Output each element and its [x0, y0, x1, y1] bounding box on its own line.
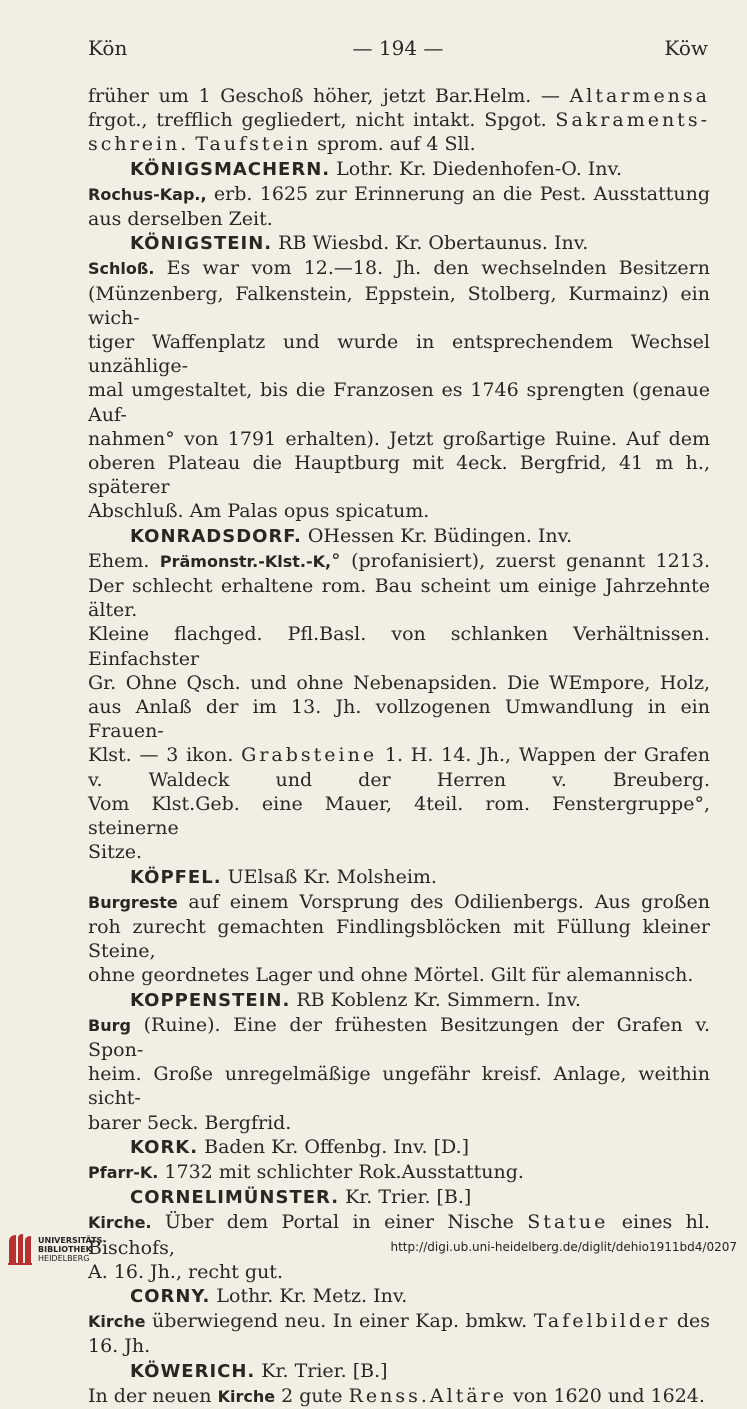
text-line	[88, 622, 710, 670]
text-segment: Ehem.	[88, 549, 160, 572]
keyword: Pfarr-K.	[88, 1162, 159, 1182]
text-segment: ohne geordnetes Lager und ohne Mörtel. Gilt für alemannisch.	[88, 964, 694, 987]
text-segment: (Ruine). Eine der frühesten Besitzungen der Grafen v. Spon-	[88, 1013, 710, 1061]
entry-heading-line	[88, 1135, 710, 1160]
text-segment: ° (profanisiert), zuerst genannt 1213.	[331, 549, 710, 572]
text-line	[88, 108, 710, 132]
text-segment: Klst. — 3 ikon.	[88, 744, 242, 767]
text-segment: Altarmensa	[569, 85, 710, 107]
text-segment: Lothr. Kr. Metz. Inv.	[210, 1284, 408, 1307]
text-line	[88, 1309, 710, 1334]
text-line	[88, 792, 710, 840]
logo-line-2: BIBLIOTHEK	[38, 1244, 92, 1254]
text-line	[88, 378, 710, 426]
text-segment: Baden Kr. Offenbg. Inv. [D.]	[198, 1135, 470, 1158]
keyword: Prämonstr.-Klst.-K,	[159, 551, 332, 571]
keyword: Burg	[88, 1015, 131, 1035]
logo-line-3: HEIDELBERG	[38, 1253, 90, 1263]
entry-title: KÖNIGSTEIN.	[130, 233, 273, 255]
text-segment: In der neuen	[88, 1384, 218, 1407]
entry-title: KOPPENSTEIN.	[130, 989, 291, 1011]
text-segment: Abschluß. Am Palas opus spicatum.	[88, 500, 430, 523]
text-segment: heim. Große unregelmäßige ungefähr kreisf. Anlage, weithin sicht-	[88, 1063, 710, 1110]
entry-title: KORK.	[130, 1136, 199, 1158]
text-line	[88, 890, 710, 915]
header-left: Kön	[88, 36, 128, 60]
text-segment: (Münzenberg, Falkenstein, Eppstein, Stolberg, Kurmainz) ein wich-	[88, 282, 710, 329]
source-url-link[interactable]: http://digi.ub.uni-heidelberg.de/diglit/dehio1911bd4/0207	[390, 1240, 737, 1254]
text-segment: eines hl. Bischofs,	[88, 1211, 710, 1259]
text-segment: frgot., trefflich gegliedert, nicht intakt. Spgot.	[88, 109, 556, 132]
text-line	[88, 330, 710, 378]
entry-heading-line	[88, 1284, 710, 1309]
library-logo-text	[38, 1236, 106, 1263]
text-line	[88, 963, 710, 987]
keyword: Rochus-Kap.,	[88, 184, 207, 204]
text-segment: überwiegend neu. In einer Kap. bmkw.	[145, 1310, 534, 1333]
text-line	[88, 1013, 710, 1062]
text-segment: roh zurecht gemachten Findlingsblöcken mit Füllung kleiner Steine,	[88, 915, 710, 963]
text-line	[88, 182, 710, 207]
library-logo-icon	[6, 1232, 34, 1266]
text-segment: RB Koblenz Kr. Simmern. Inv.	[290, 988, 581, 1011]
text-line	[88, 574, 710, 622]
text-segment: früher um 1 Geschoß höher, jetzt Bar.Helm. —	[88, 85, 570, 107]
text-segment: aus Anlaß der im 13. Jh. vollzogenen Umwandlung in ein Frauen-	[88, 696, 710, 743]
text-segment: 1732 mit schlichter Rok.Ausstattung.	[158, 1160, 524, 1183]
text-line	[88, 84, 710, 108]
page-number: — 194 —	[352, 36, 444, 60]
entry-title: KÖWERICH.	[130, 1360, 256, 1382]
text-segment: A. 16. Jh., recht gut.	[88, 1260, 283, 1283]
text-segment: Kr. Trier. [B.]	[255, 1359, 388, 1382]
entry-heading-line	[88, 1359, 710, 1384]
entry-title: CORNELIMÜNSTER.	[130, 1187, 340, 1209]
entry-title: CORNY.	[130, 1285, 211, 1307]
text-segment: Renss.Altäre	[348, 1384, 507, 1407]
text-segment: des	[670, 1310, 710, 1333]
entry-heading-line	[88, 988, 710, 1013]
keyword: Kirche	[217, 1386, 276, 1406]
text-segment: Grabsteine	[241, 744, 378, 767]
text-segment: Taufstein	[195, 133, 312, 156]
text-line	[88, 1160, 710, 1185]
text-segment: Tafelbilder	[533, 1310, 671, 1333]
text-segment: OHessen Kr. Büdingen. Inv.	[301, 524, 573, 547]
text-line	[88, 256, 710, 281]
text-segment: 1. H. 14. Jh., Wappen der Grafen	[377, 744, 710, 767]
text-segment: RB Wiesbd. Kr. Obertaunus. Inv.	[272, 232, 589, 255]
text-line	[88, 549, 710, 574]
text-segment: Kr. Trier. [B.]	[339, 1186, 472, 1209]
text-line	[88, 1334, 710, 1358]
text-line	[88, 1111, 710, 1135]
entry-heading-line	[88, 157, 710, 182]
text-segment: mal umgestaltet, bis die Franzosen es 1746 sprengten (genaue Auf-	[88, 379, 710, 426]
text-segment: erb. 1625 zur Erinnerung an die Pest. Ausstattung	[206, 182, 710, 205]
text-segment: nahmen° von 1791 erhalten). Jetzt großartige Ruine. Auf dem	[88, 427, 710, 450]
text-segment: tiger Waffenplatz und wurde in entsprechendem Wechsel unzählige-	[88, 331, 710, 378]
text-line	[88, 1384, 710, 1409]
keyword: Kirche	[88, 1312, 146, 1332]
entry-title: KÖNIGSMACHERN.	[130, 158, 331, 180]
text-segment: auf einem Vorsprung des Odilienbergs. Aus großen	[177, 890, 710, 913]
text-line	[88, 1062, 710, 1110]
text-line	[88, 427, 710, 451]
text-line	[88, 207, 710, 231]
keyword: Burgreste	[88, 892, 178, 912]
text-segment: barer 5eck. Bergfrid.	[88, 1111, 292, 1134]
entry-heading-line	[88, 524, 710, 549]
page-footer	[0, 1232, 747, 1272]
text-segment: schrein.	[88, 133, 190, 156]
text-line	[88, 499, 710, 523]
text-line	[88, 768, 710, 792]
text-segment: Es war vom 12.—18. Jh. den wechselnden Besitzern	[154, 257, 710, 280]
entry-heading-line	[88, 1185, 710, 1210]
text-segment: 16. Jh.	[88, 1335, 151, 1358]
text-segment: sprom. auf 4 Sll.	[311, 133, 476, 156]
entry-title: KONRADSDORF.	[130, 525, 302, 547]
text-segment: oberen Plateau die Hauptburg mit 4eck. Bergfrid, 41 m h., späterer	[88, 452, 710, 499]
text-segment: Lothr. Kr. Diedenhofen-O. Inv.	[330, 157, 623, 180]
text-segment: Statue	[527, 1211, 609, 1234]
text-segment: Der schlecht erhaltene rom. Bau scheint um einige Jahrzehnte älter.	[88, 575, 710, 622]
entry-title: KÖPFEL.	[130, 866, 222, 888]
text-segment: v. Waldeck und der Herren v. Breuberg.	[88, 768, 710, 791]
text-segment: aus derselben Zeit.	[88, 208, 273, 231]
text-segment: Sakraments-	[555, 109, 710, 132]
text-line	[88, 671, 710, 695]
text-segment: Sitze.	[88, 841, 143, 864]
text-line	[88, 840, 710, 864]
keyword: Kirche.	[88, 1213, 152, 1233]
text-segment: Kleine flachged. Pfl.Basl. von schlanken Verhältnissen. Einfachster	[88, 623, 710, 670]
text-body	[88, 84, 710, 1409]
text-line	[88, 132, 710, 156]
text-segment: Über dem Portal in einer Nische	[151, 1211, 528, 1234]
text-segment: UElsaß Kr. Molsheim.	[221, 865, 437, 888]
text-line	[88, 451, 710, 499]
text-line	[88, 743, 710, 767]
text-segment: 2 gute	[275, 1384, 349, 1407]
logo-line-1: UNIVERSITÄTS-	[38, 1235, 106, 1245]
library-logo[interactable]	[6, 1232, 106, 1266]
text-segment: Vom Klst.Geb. eine Mauer, 4teil. rom. Fenstergruppe°, steinerne	[88, 792, 710, 840]
text-line	[88, 915, 710, 963]
header-right: Köw	[664, 36, 708, 60]
page-header	[88, 36, 708, 60]
text-line	[88, 695, 710, 743]
keyword: Schloß.	[88, 259, 155, 279]
entry-heading-line	[88, 865, 710, 890]
entry-heading-line	[88, 231, 710, 256]
text-segment: von 1620 und 1624.	[506, 1384, 705, 1407]
text-line	[88, 282, 710, 330]
text-segment: Gr. Ohne Qsch. und ohne Nebenapsiden. Die WEmpore, Holz,	[88, 671, 710, 694]
